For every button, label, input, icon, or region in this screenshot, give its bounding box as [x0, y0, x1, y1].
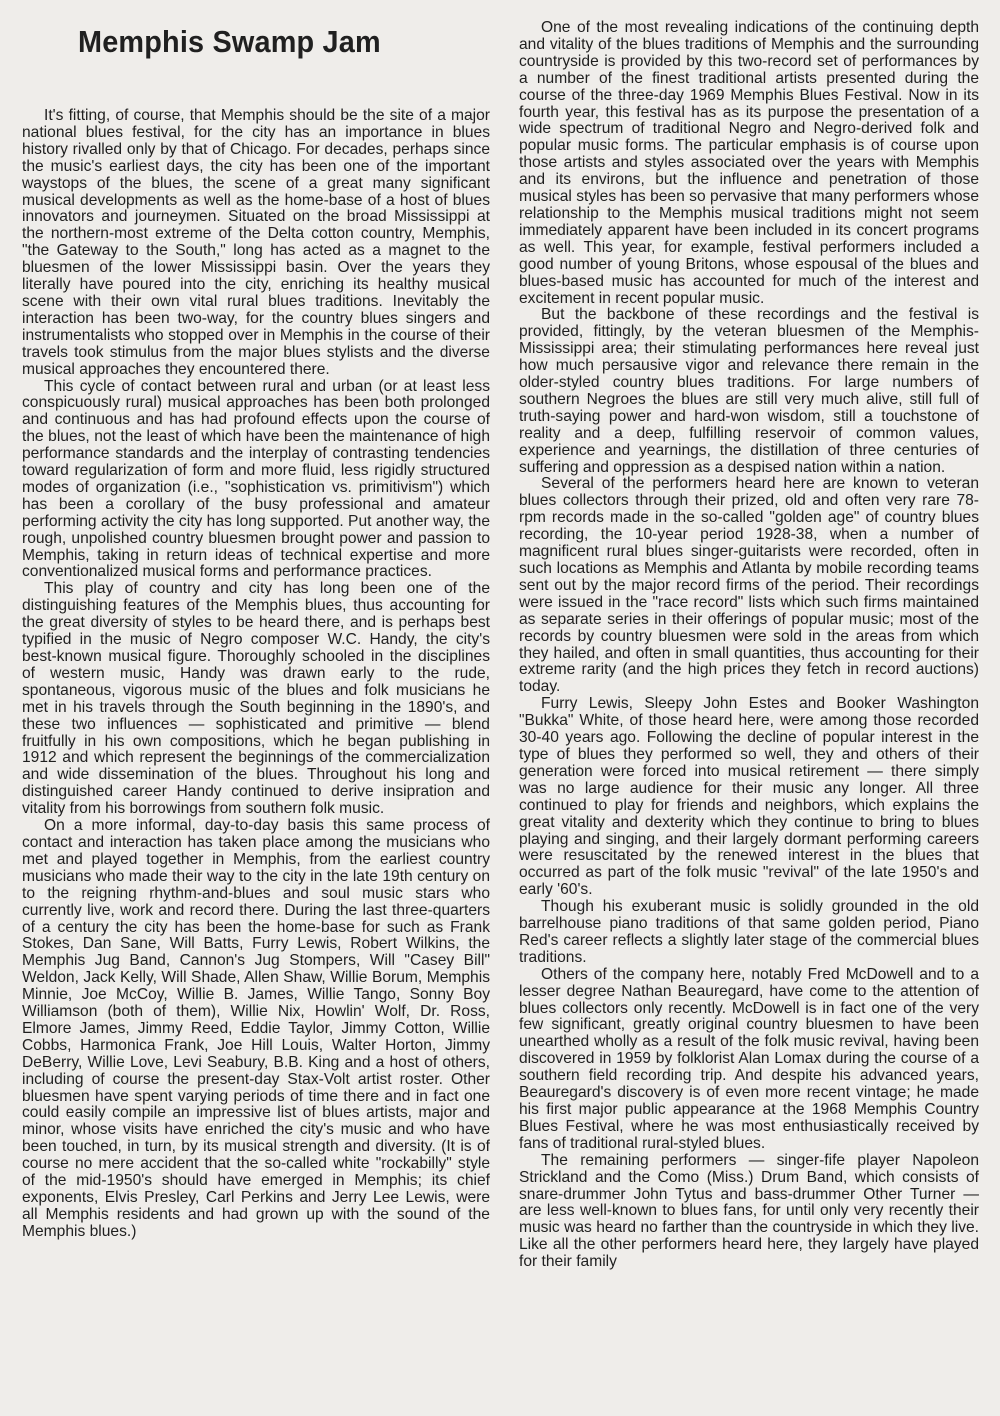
paragraph-country-and-city: This play of country and city has long been one of the distinguishing features of the Memphis blues, thus accounting for the great diversity of styles to be heard there, and is perhaps best typified in the music of Negro composer W.C. Handy, the city's best-known musical figure. Thoroughly schooled in the disciplines of western music, Handy was drawn early to the rude, spontaneous, vigorous music of the blues and folk musicians he met in his travels through the South beginning in the 1890's, and these two influences — sophisticated and primitive — blend fruitfully in his own compositions, which he began publishing in 1912 and which represent the beginnings of the commercialization and wide dissemination of the blues. Throughout his long and distinguished career Handy continued to derive insipration and vitality from his borrowings from southern folk music. [22, 580, 490, 818]
paragraph-backbone: But the backbone of these recordings and the festival is provided, fittingly, by the veteran bluesmen of the Memphis-Mississippi area; their stimulating performances here reveal just how much persausive vigor and relevance there remain in the older-styled country blues traditions. For large numbers of southern Negroes the blues are still very much alive, still full of truth-saying power and hard-won wisdom, still a touchstone of reality and a deep, fulfilling reservoir of common values, experience and yearnings, the distillation of three centuries of suffering and oppression as a despised nation within a nation. [519, 306, 979, 476]
paragraph-informal-contact: On a more informal, day-to-day basis this same process of contact and interaction has taken place among the musicians who met and played together in Memphis, from the earliest country musicians who made their way to the city in the late 19th century on to the reigning rhythm-and-blues and soul music stars who currently live, work and record there. During the last three-quarters of a century the city has been the home-base for such as Frank Stokes, Dan Sane, Will Batts, Furry Lewis, Robert Wilkins, the Memphis Jug Band, Cannon's Jug Stompers, Will "Casey Bill" Weldon, Jack Kelly, Will Shade, Allen Shaw, Willie Borum, Memphis Minnie, Joe McCoy, Willie B. James, Willie Tango, Sonny Boy Williamson (both of them), Willie Nix, Howlin' Wolf, Dr. Ross, Elmore James, Jimmy Reed, Eddie Taylor, Jimmy Cotton, Willie Cobbs, Harmonica Frank, Joe Hill Louis, Walter Horton, Jimmy DeBerry, Willie Love, Levi Seabury, B.B. King and a host of others, including of course the present-day Stax-Volt artist roster. Other bluesmen have spent varying periods of time there and in fact one could easily compile an impressive list of blues artists, major and minor, whose visits have enriched the city's music and who have been touched, in turn, by its musical strength and diversity. (It is of course no mere accident that the so-called white "rockabilly" style of the mid-1950's should have emerged in Memphis; its chief exponents, Elvis Presley, Carl Perkins and Jerry Lee Lewis, were all Memphis residents and had grown up with the sound of the Memphis blues.) [22, 817, 490, 1240]
paragraph-rural-urban-contact: This cycle of contact between rural and urban (or at least less conspicuously rural) musical approaches has been both prolonged and continuous and has had profound effects upon the course of the blues, not the least of which have been the maintenance of high performance standards and the interplay of contrasting tendencies toward regularization of form and more fluid, less rigidly structured modes of organization (i.e., "sophistication vs. primitivism") which has been a corollary of the busy professional and amateur performing activity the city has long supported. Put another way, the rough, unpolished country bluesmen brought power and passion to Memphis, taking in return ideas of technical expertise and more conventionalized musical forms and performance practices. [22, 377, 490, 581]
paragraph-festival-overview: One of the most revealing indications of the continuing depth and vitality of the blues traditions of Memphis and the surrounding countryside is provided by this two-record set of performances by a number of the finest traditional artists presented during the course of the three-day 1969 Memphis Blues Festival. Now in its fourth year, this festival has as its purpose the presentation of a wide spectrum of traditional Negro and Negro-derived folk and popular music forms. The particular emphasis is of course upon those artists and styles associated over the years with Memphis and its environs, but the influence and penetration of those musical styles has been so pervasive that many performers whose relationship to the Memphis musical traditions might not seem immediately apparent have been included in its concert programs as well. This year, for example, festival performers included a good number of young Britons, whose espousal of the blues and blues-based music has accounted for much of the interest and excitement in recent popular music. [519, 19, 979, 307]
paragraph-mcdowell: Others of the company here, notably Fred McDowell and to a lesser degree Nathan Beauregard, have come to the attention of blues collectors only recently. McDowell is in fact one of the very few significant, greatly original country bluesmen to have been unearthed wholly as a result of the folk music revival, having been discovered in 1959 by folklorist Alan Lomax during the course of a southern field recording trip. And despite his advanced years, Beauregard's discovery is of even more recent vintage; he made his first major public appearance at the 1968 Memphis Country Blues Festival, where he was most enthusiastically received by fans of traditional rural-styled blues. [519, 965, 979, 1152]
paragraph-furry-lewis: Furry Lewis, Sleepy John Estes and Booker Washington "Bukka" White, of those heard here, were among those recorded 30-40 years ago. Following the decline of popular interest in the type of blues they performed so well, they and others of their generation were forced into musical retirement — there simply was no large audience for their music any longer. All three continued to play for friends and neighbors, which explains the great vitality and dexterity which they continue to bring to blues playing and singing, and their largely dormant performing careers were resuscitated by the renewed interest in the blues that occurred as part of the folk music "revival" of the late 1950's and early '60's. [519, 695, 979, 899]
title-spacer [22, 62, 490, 108]
paragraph-piano-red: Though his exuberant music is solidly grounded in the old barrelhouse piano traditions of that same golden period, Piano Red's career reflects a slightly later stage of the commercial blues traditions. [519, 898, 979, 966]
article-title: Memphis Swamp Jam [78, 24, 381, 59]
paragraph-remaining-performers: The remaining performers — singer-fife player Napoleon Strickland and the Como (Miss.) Drum Band, which consists of snare-drummer John Tytus and bass-drummer Other Turner — are less well-known to blues fans, for until only very recently their music was heard no farther than the countryside in which they live. Like all the other performers heard here, they largely have played for their family [519, 1151, 979, 1271]
left-column [22, 0, 490, 1241]
right-column [519, 0, 979, 1271]
paragraph-memphis-site: It's fitting, of course, that Memphis should be the site of a major national blues festival, for the city has an importance in blues history rivalled only by that of Chicago. For decades, perhaps since the music's earliest days, the city has been one of the important waystops of the blues, the scene of a great many significant musical developments as well as the home-base of a host of blues innovators and journeymen. Situated on the broad Mississippi at the northern-most extreme of the Delta cotton country, Memphis, "the Gateway to the South," long has acted as a magnet to the bluesmen of the lower Mississippi basin. Over the years they literally have poured into the city, enriching its healthy musical scene with their own vital rural blues traditions. Inevitably the interaction has been two-way, for the country blues singers and instrumentalists who stopped over in Memphis in the course of their travels took stimulus from the major blues stylists and the diverse musical approaches they encountered there. [22, 107, 490, 378]
paragraph-78rpm-records: Several of the performers heard here are known to veteran blues collectors through their prized, old and often very rare 78-rpm records made in the so-called "golden age" of country blues recording, the 10-year period 1928-38, when a number of magnificent rural blues singer-guitarists were recorded, often in such locations as Memphis and Atlanta by mobile recording teams sent out by the major record firms of the period. Their recordings were issued in the "race record" lists which such firms maintained as separate series in their offerings of popular music; most of the records by country bluesmen were sold in the areas from which they hailed, and often in small quantities, thus accounting for their extreme rarity (and the high prices they fetch in record auctions) today. [519, 475, 979, 696]
